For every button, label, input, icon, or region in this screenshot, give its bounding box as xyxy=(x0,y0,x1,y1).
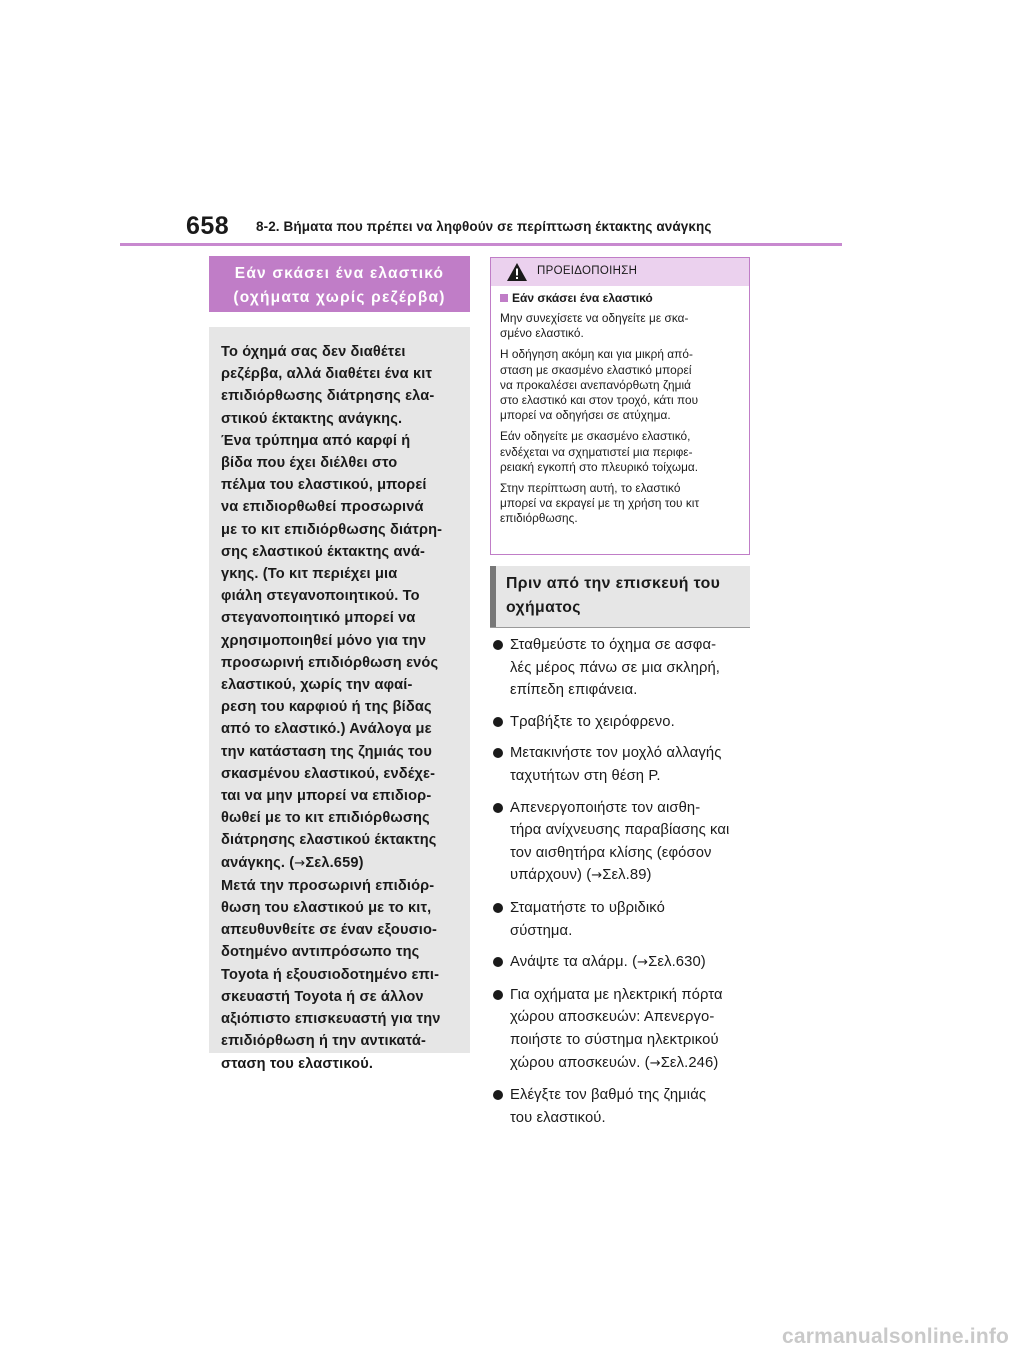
step-text-wrap xyxy=(510,954,706,970)
warning-triangle-icon xyxy=(506,262,528,282)
warning-body xyxy=(491,286,749,527)
square-bullet-icon xyxy=(500,294,508,302)
step-text: Μετακινήστε τον μοχλό αλλαγής ταχυτήτων στη θέση P. xyxy=(510,745,722,784)
section-heading-before-repair: Πριν από την επισκευή του οχήματος xyxy=(490,566,750,627)
warning-paragraph: Η οδήγηση ακόμη και για μικρή από- σταση με σκασμένο ελαστικό μπορεί να προκαλέσει ανεπανόρθωτη ζημιά στο ελαστικό και στον τροχό, κάτι που μπορεί να οδηγήσει σε ατύχημα. xyxy=(500,347,699,423)
step-text: Ελέγξτε τον βαθμό της ζημιάς του ελαστικού. xyxy=(510,1087,707,1126)
bullet-icon xyxy=(493,748,503,758)
list-item xyxy=(490,984,752,1075)
warning-title: ΠΡΟΕΙΔΟΠΟΙΗΣΗ xyxy=(537,265,638,277)
arrow-icon: → xyxy=(591,868,603,884)
bullet-icon xyxy=(493,803,503,813)
step-text-wrap xyxy=(510,987,723,1071)
step-text: Απενεργοποιήστε τον αισθη- τήρα ανίχνευσης παραβίασης και τον αισθητήρα κλίσης (εφόσον υπάρχουν) ( xyxy=(510,799,730,884)
header-rule xyxy=(120,243,842,246)
page-reference[interactable]: Σελ.630) xyxy=(648,954,706,971)
list-item xyxy=(490,711,752,734)
bullet-icon xyxy=(493,1090,503,1100)
info-paragraph xyxy=(221,341,460,875)
page-number: 658 xyxy=(186,212,230,240)
steps-list xyxy=(490,634,752,1138)
list-item xyxy=(490,742,752,787)
bullet-icon xyxy=(493,640,503,650)
bullet-icon xyxy=(493,957,503,967)
chapter-title: 8-2. Βήματα που πρέπει να ληφθούν σε περίπτωση έκτακτης ανάγκης xyxy=(256,219,712,234)
page-reference[interactable]: Σελ.246) xyxy=(660,1054,719,1071)
warning-paragraph: Στην περίπτωση αυτή, το ελαστικό μπορεί να εκραγεί με τη χρήση του κιτ επιδιόρθωσης. xyxy=(500,481,700,526)
warning-subheading-text: Εάν σκάσει ένα ελαστικό xyxy=(512,291,653,305)
step-text: Τραβήξτε το χειρόφρενο. xyxy=(510,713,675,730)
step-text: Σταματήστε το υβριδικό σύστημα. xyxy=(510,899,665,939)
info-paragraph-text: Το όχημά σας δεν διαθέτει ρεζέρβα, αλλά διαθέτει ένα κιτ επιδιόρθωσης διάτρησης ελα- στικού έκτακτης ανάγκης. Ένα τρύπημα από καρφί ή βίδα που έχει διέλθει στο πέλμα του ελαστικού, μπορεί να επιδιορθωθεί προσωρινά με το κιτ επιδιόρθωσης διάτρη- σης ελαστικού έκτακτης ανά- γκης. (Το κιτ περιέχει μια φιάλη στεγανοποιητικού. Το στεγανοποιητικό μπορεί να χρησιμοποιηθεί μόνο για την προσωρινή επιδιόρθωση ενός ελαστικού, χωρίς την αφαί- ρεση του καρφιού ή της βίδας από το ελαστικό.) Ανάλογα με την κατάσταση της ζημιάς του σκασμένου ελαστικού, ενδέχε- ται να μην μπορεί να επιδιορ- θωθεί με το κιτ επιδιόρθωσης διάτρησης ελαστικού έκτακτης ανάγκης. ( xyxy=(221,344,443,871)
section-heading-flat-tire xyxy=(209,256,470,312)
info-paragraph-2: Μετά την προσωρινή επιδιόρ- θωση του ελαστικού με το κιτ, απευθυνθείτε σε έναν εξουσιο- δοτημένο αντιπρόσωπο της Toyota ή εξουσιοδοτημένο επι- σκευαστή Toyota ή σε άλλον αξιόπιστο επισκευαστή για την επιδιόρθωση ή την αντικατά- σταση του ελαστικού. xyxy=(221,877,441,1072)
page-reference[interactable]: Σελ.89) xyxy=(602,867,652,884)
bullet-icon xyxy=(493,717,503,727)
step-text: Σταθμεύστε το όχημα σε ασφα- λές μέρος πάνω σε μια σκληρή, επίπεδη επιφάνεια. xyxy=(510,637,720,699)
warning-box xyxy=(490,257,750,555)
step-text: Για οχήματα με ηλεκτρική πόρτα χώρου αποσκευών: Απενεργο- ποιήστε το σύστημα ηλεκτρικού χώρου αποσκευών. ( xyxy=(510,986,723,1071)
warning-paragraph: Εάν οδηγείτε με σκασμένο ελαστικό, ενδέχεται να σχηματιστεί μια περιφε- ρειακή εγκοπή στο πλευρικό τοίχωμα. xyxy=(500,429,699,474)
bullet-icon xyxy=(493,990,503,1000)
watermark: carmanualsonline.info xyxy=(782,1325,1009,1348)
list-item xyxy=(490,634,752,702)
warning-header xyxy=(491,258,749,286)
arrow-icon: → xyxy=(649,1055,661,1071)
section-rule xyxy=(490,627,750,628)
warning-subheading xyxy=(500,291,741,306)
bullet-icon xyxy=(493,903,503,913)
step-text-wrap xyxy=(510,800,729,884)
list-item xyxy=(490,951,752,975)
list-item xyxy=(490,797,752,888)
warning-paragraph: Μην συνεχίσετε να οδηγείτε με σκα- σμένο ελαστικό. xyxy=(500,311,689,341)
arrow-icon: → xyxy=(294,855,306,871)
arrow-icon: → xyxy=(637,955,649,971)
page-reference[interactable]: Σελ.659) xyxy=(305,854,364,871)
list-item xyxy=(490,897,752,942)
list-item xyxy=(490,1084,752,1129)
step-text: Ανάψτε τα αλάρμ. ( xyxy=(510,954,638,971)
info-panel xyxy=(209,327,470,1072)
section-heading-text: Εάν σκάσει ένα ελαστικό (οχήματα χωρίς ρεζέρβα) xyxy=(233,265,446,306)
